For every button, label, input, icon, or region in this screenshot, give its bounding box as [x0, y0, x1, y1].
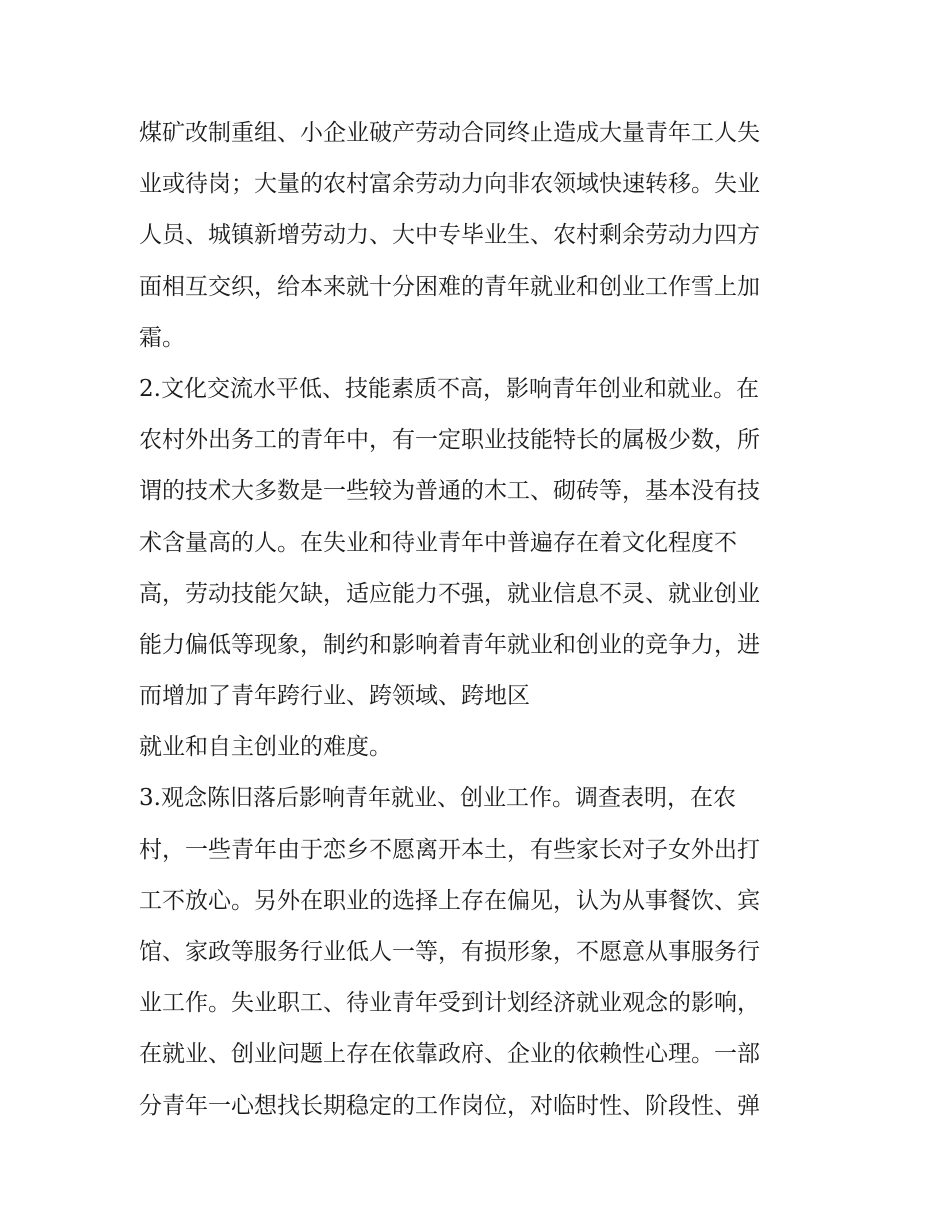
text-line: 而增加了青年跨行业、跨领域、跨地区 [139, 683, 530, 710]
text-line: 农村外出务工的青年中，有一定职业技能特长的属极少数，所 [139, 427, 760, 454]
text-line: 村，一些青年由于恋乡不愿离开本土，有些家长对子女外出打 [139, 836, 760, 863]
text-line: 分青年一心想找长期稳定的工作岗位，对临时性、阶段性、弹 [139, 1092, 760, 1119]
text-line: 能力偏低等现象，制约和影响着青年就业和创业的竞争力，进 [139, 631, 760, 658]
text-line: 2.文化交流水平低、技能素质不高，影响青年创业和就业。在 [139, 375, 759, 402]
text-line: 霜。 [139, 324, 185, 351]
text-line: 高，劳动技能欠缺，适应能力不强，就业信息不灵、就业创业 [139, 580, 760, 607]
text-line: 馆、家政等服务行业低人一等，有损形象，不愿意从事服务行 [139, 939, 760, 965]
text-line: 业工作。失业职工、待业青年受到计划经济就业观念的影响， [139, 990, 760, 1017]
text-line: 业或待岗；大量的农村富余劳动力向非农领域快速转移。失业 [139, 171, 760, 198]
body-text [139, 108, 829, 1132]
text-line: 人员、城镇新增劳动力、大中专毕业生、农村剩余劳动力四方 [139, 222, 760, 249]
text-line: 术含量高的人。在失业和待业青年中普遍存在着文化程度不 [139, 529, 737, 556]
text-line: 工不放心。另外在职业的选择上存在偏见，认为从事餐饮、宾 [139, 887, 760, 914]
text-line: 在就业、创业问题上存在依靠政府、企业的依赖性心理。一部 [139, 1041, 760, 1068]
text-line: 煤矿改制重组、小企业破产劳动合同终止造成大量青年工人失 [139, 120, 760, 146]
text-line: 3.观念陈旧落后影响青年就业、创业工作。调查表明，在农 [139, 785, 736, 812]
text-line: 面相互交织，给本来就十分困难的青年就业和创业工作雪上加 [139, 273, 760, 300]
text-line: 谓的技术大多数是一些较为普通的木工、砌砖等，基本没有技 [139, 478, 760, 505]
text-line: 就业和自主创业的难度。 [139, 734, 392, 761]
